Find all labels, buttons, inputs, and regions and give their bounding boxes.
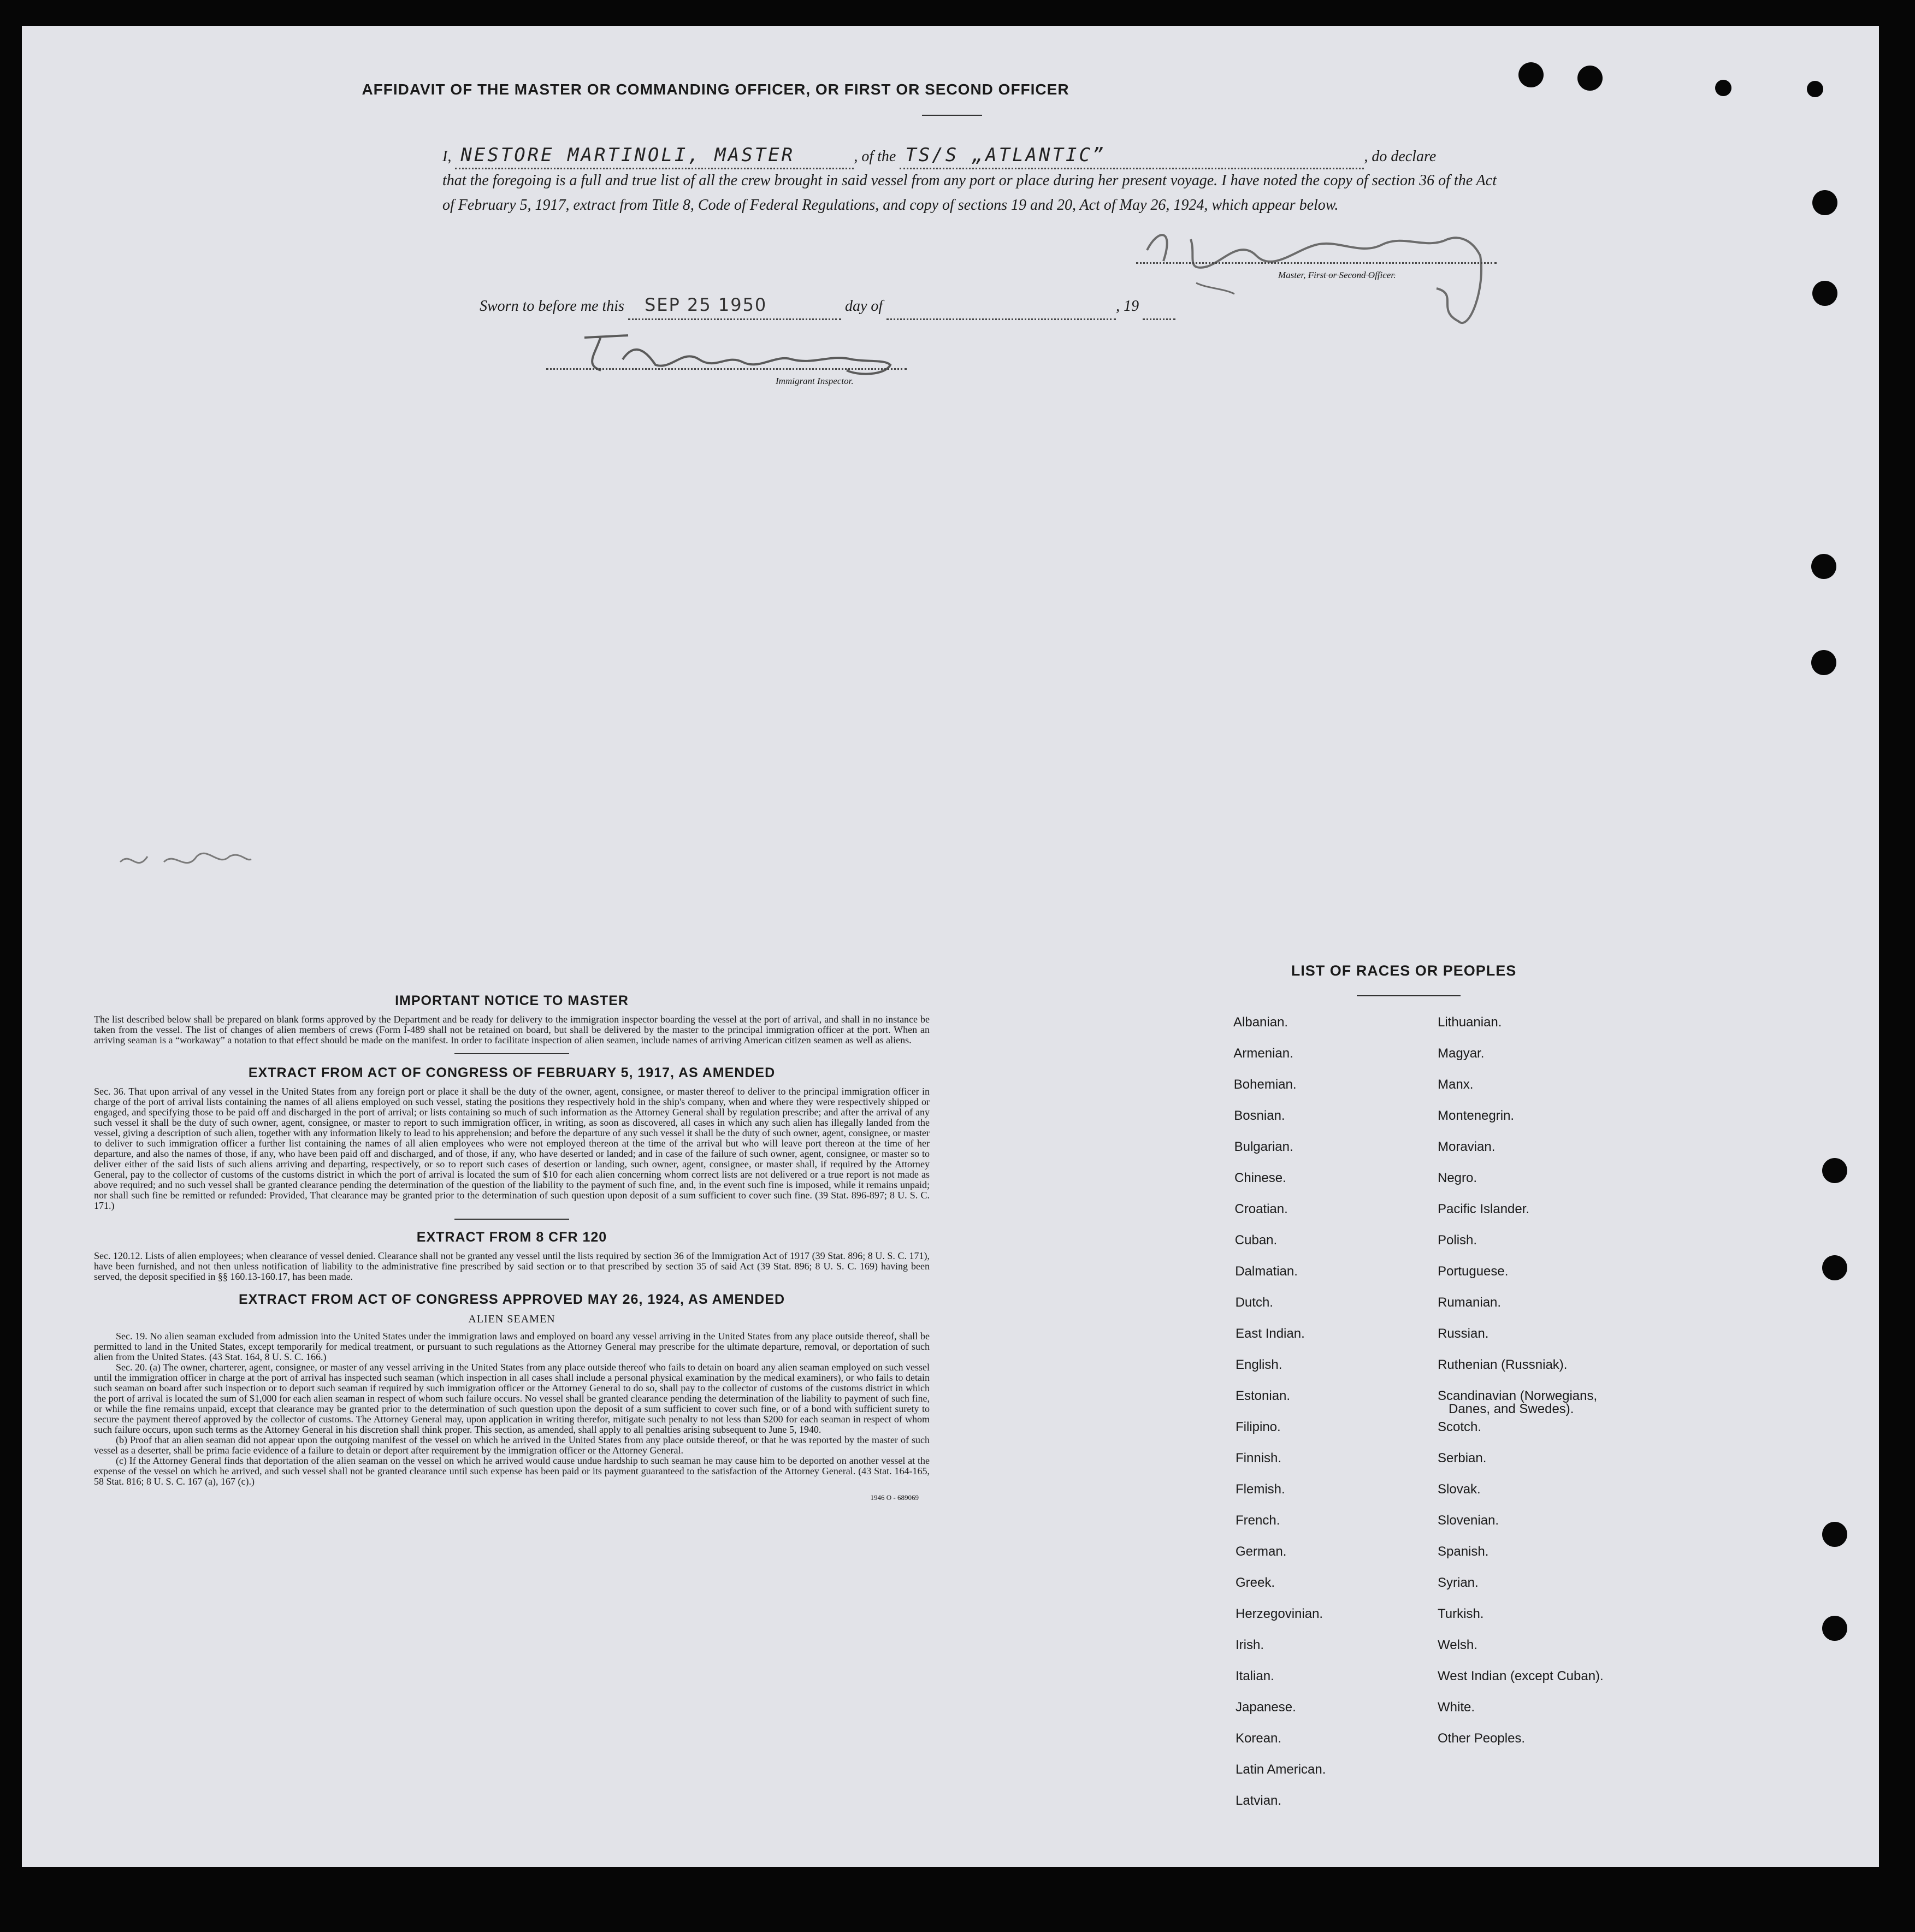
notice-body: The list described below shall be prepared on blank forms approved by the Department and be ready for delivery to the immigration inspector boarding the vessel at the port of arrival, and shall in no instance be taken from the vessel. The list of changes of alien members of crews (Form I-489 shall not be retained on board, but shall be delivered by the master to the principal immigration officer at the port. When an arriving seaman is a “workaway” a notation to that effect should be made on the manifest. In order to facilitate inspection of alien seamen, include names of arriving American citizen seamen as well as aliens. [94,1014,930,1045]
race-item: Slovenian. [1438,1513,1499,1528]
race-item: Dutch. [1235,1295,1273,1310]
sec20a-body: Sec. 20. (a) The owner, charterer, agent, consignee, or master of any vessel arriving in the United States from any place outside thereof who fails to detain on board any alien seaman employed on such vessel until the immigration officer in charge at the port of arrival has inspected such seaman (which inspection in all cases shall include a personal physical examination by the medical examiners), or who fails to detain such seaman on board after such inspection or to deport such seaman if required by such immigration officer or the Attorney General to do so, shall pay to the collector of customs of the customs district in which the port of arrival is located the sum of $1,000 for each alien seaman in respect of whom such failure occurs. No vessel shall be granted clearance pending the determination of the liability to payment of such fine, or while the fine remains unpaid, except that clearance may be granted prior to the determination of such question upon the deposit of a sum sufficient to cover such fine, or of a bond with sufficient surety to secure the payment thereof approved by the collector of customs. The Attorney General may, upon application in writing therefor, mitigate such penalty to not less than $200 for each seaman in respect of whom such failure occurs, upon such terms as the Attorney General in his discretion shall think proper. This section, as amended, shall apply to all penalties arising subsequent to June 5, 1940. [94,1362,930,1435]
race-item: Magyar. [1438,1046,1485,1061]
race-item: West Indian (except Cuban). [1438,1669,1604,1683]
declarant-prefix: I, [442,148,452,165]
legal-column [94,993,930,1502]
declaration-line [442,143,1497,170]
race-item: Filipino. [1236,1420,1281,1434]
struck-officer-label: First or Second Officer. [1308,270,1396,280]
year-field [1143,294,1175,320]
race-item: Slovak. [1438,1482,1481,1497]
race-item: Other Peoples. [1438,1731,1526,1746]
race-item: Russian. [1438,1326,1489,1341]
vessel-name-field: TS/S „ATLANTIC” [900,143,1364,169]
race-item: Pacific Islander. [1438,1202,1530,1216]
race-item: Danes, and Swedes). [1449,1402,1574,1416]
race-item: Welsh. [1438,1638,1477,1652]
pencil-notation [104,829,268,895]
print-code: 1946 O - 689069 [870,1493,919,1502]
punch-hole [1577,66,1603,91]
race-item: Latin American. [1236,1762,1326,1777]
sec19-body: Sec. 19. No alien seaman excluded from admission into the United States under the immigration laws and employed on board any vessel arriving in the United States from any place outside thereof, shall be permitted to land in the United States, except temporarily for medical treatment, or pursuant to such regulations as the Attorney General may prescribe for the ultimate departure, removal, or deportation of such alien from the United States. (43 Stat. 164, 8 U. S. C. 166.) [94,1331,930,1362]
race-item: Bosnian. [1234,1108,1285,1123]
extract-1924-title: EXTRACT FROM ACT OF CONGRESS APPROVED MAY 26, 1924, AS AMENDED [238,1292,785,1307]
day-of-label: day of [844,298,883,315]
punch-hole [1715,80,1731,96]
extract-1917-body: Sec. 36. That upon arrival of any vessel in the United States from any foreign port or place it shall be the duty of the owner, agent, consignee, or master thereof to deliver to the principal immigration officer in charge of the port of arrival lists containing the names of all aliens employed on such vessel, stating the positions they respectively hold in the ship's company, when and where they were respectively shipped or engaged, and specifying those to be paid off and discharged in the port of arrival; or lists containing so much of such information as the Attorney General shall by regulation prescribe; and after the arrival of any such vessel it shall be the duty of such owner, agent, consignee, or master to report to such immigration officer, in writing, as soon as discovered, all cases in which any such alien has illegally landed from the vessel, giving a description of such alien, together with any information likely to lead to his apprehension; and before the departure of any such vessel it shall be the duty of such owner, agent, consignee, or master to deliver to such immigration officer a further list containing the names of all alien employees who were not employed thereon at the time of the arrival but who will leave port thereon at the time of her departure, and also the names of those, if any, who have been paid off and discharged, and of those, if any, who have deserted or landed; and in case of the failure of such owner, agent, consignee, or master so to deliver either of the said lists of such aliens arriving and departing, respectively, or so to report such cases of desertion or landing, such owner, agent, consignee, or master shall, if required by the Attorney General, pay to the collector of customs of the customs district in which the port of arrival is located the sum of $10 for each alien concerning whom correct lists are not delivered or a true report is not made as above required; and no such vessel shall be granted clearance pending the determination of the question of the liability to the payment of such fine, and, in the event such fine is imposed, while it remains unpaid; nor shall such fine be remitted or refunded: Provided, That clearance may be granted prior to the determination of such question upon deposit of a sum sufficient to cover such fine. (39 Stat. 896-897; 8 U. S. C. 171.) [94,1086,930,1211]
month-field [886,294,1116,320]
race-item: Montenegrin. [1438,1108,1515,1123]
declaration-body: that the foregoing is a full and true list of all the crew brought in said vessel from any port or place during her present voyage. I have noted the copy of section 36 of the Act of February 5, 1917, extract from Title 8, Code of Federal Regulations, and copy of sections 19 and 20, Act of May 26, 1924, which appear below. [442,172,1497,214]
race-item: Irish. [1236,1638,1264,1652]
race-item: Croatian. [1234,1202,1288,1216]
race-item: East Indian. [1236,1326,1305,1341]
inspector-label: Immigrant Inspector. [776,376,854,386]
extract-cfr-body: Sec. 120.12. Lists of alien employees; when clearance of vessel denied. Clearance shall not be granted any vessel until the lists required by section 36 of the Immigration Act of 1917 (39 Stat. 896; 8 U. S. C. 171), have been furnished, and not then unless notification of liability to the administrative fine prescribed by said section or to that prescribed by section 35 of said Act (39 Stat. 896; 8 U. S. C. 169) having been served, the deposit specified in §§ 160.13-160.17, has been made. [94,1250,930,1282]
sworn-line [480,293,1244,320]
sworn-date-field [628,293,841,320]
extract-1917-title: EXTRACT FROM ACT OF CONGRESS OF FEBRUARY 5, 1917, AS AMENDED [248,1065,776,1080]
race-item: Spanish. [1438,1544,1489,1559]
divider [454,1053,569,1054]
punch-hole [1807,81,1823,97]
race-item: Korean. [1236,1731,1282,1746]
race-item: Flemish. [1236,1482,1285,1497]
of-the-label: , of the [854,148,896,165]
race-item: Scotch. [1438,1420,1482,1434]
race-item: Dalmatian. [1235,1264,1298,1279]
race-item: Cuban. [1234,1233,1278,1248]
race-item: Polish. [1438,1233,1477,1248]
race-item: Negro. [1438,1171,1477,1185]
punch-hole [1812,190,1837,215]
title-divider [922,115,982,116]
race-item: Armenian. [1233,1046,1293,1061]
inspector-signature-line [546,367,907,370]
races-title: LIST OF RACES OR PEOPLES [1291,962,1517,979]
race-item: Chinese. [1234,1171,1286,1185]
race-item: French. [1236,1513,1280,1528]
affidavit-title: AFFIDAVIT OF THE MASTER OR COMMANDING OFFICER, OR FIRST OR SECOND OFFICER [362,81,1069,98]
race-item: German. [1236,1544,1287,1559]
race-item: Latvian. [1236,1793,1282,1808]
race-item: Finnish. [1236,1451,1282,1466]
punch-hole [1822,1158,1847,1183]
race-item: English. [1236,1357,1282,1372]
race-item: Lithuanian. [1438,1015,1502,1030]
sworn-prefix: Sworn to before me this [480,298,624,315]
race-item: Ruthenian (Russniak). [1438,1357,1568,1372]
do-declare-label: , do declare [1364,148,1437,165]
race-item: Rumanian. [1438,1295,1502,1310]
divider [454,1219,569,1220]
master-name-field: NESTORE MARTINOLI, MASTER [455,143,854,169]
race-item: Syrian. [1438,1575,1479,1590]
races-divider [1357,995,1461,996]
race-item: Portuguese. [1438,1264,1509,1279]
form-sheet [22,26,1879,1867]
race-item: Scandinavian (Norwegians, [1438,1389,1598,1403]
race-item: Manx. [1438,1077,1474,1092]
punch-hole [1822,1522,1847,1547]
race-item: Herzegovinian. [1236,1606,1323,1621]
alien-seamen-subtitle: ALIEN SEAMEN [468,1313,555,1325]
punch-hole [1822,1616,1847,1641]
punch-hole [1811,554,1836,579]
master-signature-line [1136,261,1497,264]
sec20c-body: (c) If the Attorney General finds that deportation of the alien seaman on the vessel on which he arrived would cause undue hardship to such seaman he may cause him to be deported on another vessel at the expense of the vessel on which he arrived, and such vessel shall not be granted clearance until such expense has been paid or its payment guaranteed to the satisfaction of the Attorney General. (43 Stat. 164-165, 58 Stat. 816; 8 U. S. C. 167 (a), 167 (c).) [94,1455,930,1487]
race-item: Bohemian. [1233,1077,1297,1092]
date-stamp: SEP 25 1950 [644,294,767,315]
race-item: Bulgarian. [1234,1139,1293,1154]
race-item: Greek. [1236,1575,1275,1590]
race-item: White. [1438,1700,1475,1715]
year-label: , 19 [1116,298,1139,315]
sec20b-body: (b) Proof that an alien seaman did not appear upon the outgoing manifest of the vessel on which he arrived in the United States from any place outside thereof, or that he was reported by the master of such vessel as a deserter, shall be prima facie evidence of a failure to detain or deport after requirement by the immigration officer or the Attorney General. [94,1434,930,1456]
race-item: Moravian. [1438,1139,1496,1154]
race-item: Turkish. [1438,1606,1484,1621]
punch-hole [1822,1255,1847,1280]
race-item: Italian. [1236,1669,1274,1683]
inspector-signature [563,321,945,381]
notice-title: IMPORTANT NOTICE TO MASTER [395,993,629,1008]
race-item: Japanese. [1236,1700,1296,1715]
master-label: Master, First or Second Officer. [1278,270,1396,280]
punch-hole [1518,62,1544,87]
punch-hole [1811,650,1836,675]
race-item: Estonian. [1236,1389,1291,1403]
race-item: Albanian. [1233,1015,1289,1030]
punch-hole [1812,281,1837,306]
race-item: Serbian. [1438,1451,1487,1466]
extract-cfr-title: EXTRACT FROM 8 CFR 120 [416,1230,607,1245]
